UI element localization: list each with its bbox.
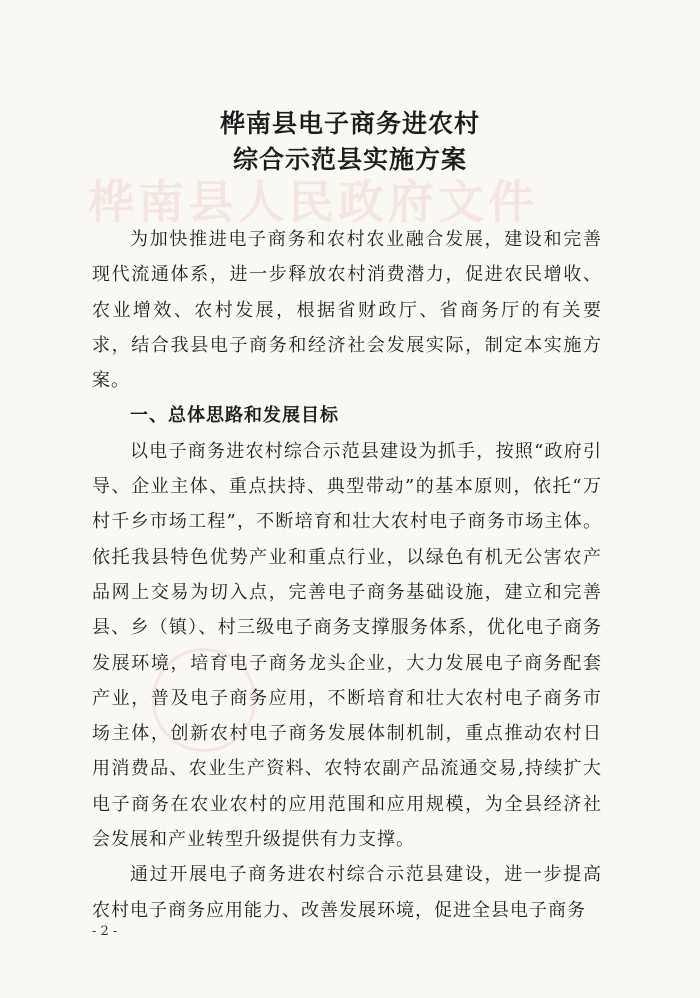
section-heading: 一、总体思路和发展目标: [130, 405, 339, 427]
document-title: [0, 106, 700, 178]
intro-paragraph: 为加快推进电子商务和农村农业融合发展，建设和完善现代流通体系，进一步释放农村消费潜力，促进农民增收、农业增效、农村发展，根据省财政厅、省商务厅的有关要求，结合我县电子商务和经济社会发展实际，制定本实施方案。: [92, 229, 602, 392]
section-paragraph-continued: 通过开展电子商务进农村综合示范县建设，进一步提高农村电子商务应用能力、改善发展环境，促进全县电子商务: [92, 864, 602, 921]
page-number: - 2 -: [92, 924, 118, 939]
watermark-text: 桦南县人民政府文件: [88, 175, 538, 229]
document-body: [92, 222, 602, 928]
section-paragraph: 以电子商务进农村综合示范县建设为抓手，按照“政府引导、企业主体、重点扶持、典型带动”的基本原则，依托“万村千乡市场工程”，不断培育和壮大农村电子商务市场主体。依托我县特色优势产业和重点行业，以绿色有机无公害农产品网上交易为切入点，完善电子商务基础设施，建立和完善县、乡（镇）、村三级电子商务支撑服务体系，优化电子商务发展环境，培育电子商务龙头企业，大力发展电子商务配套产业，普及电子商务应用，不断培育和壮大农村电子商务市场主体，创新农村电子商务发展体制机制，重点推动农村日用消费品、农业生产资料、农特农副产品流通交易,持续扩大电子商务在农业农村的应用范围和应用规模，为全县经济社会发展和产业转型升级提供有力支撑。: [92, 440, 602, 851]
title-line-2: 综合示范县实施方案: [232, 145, 467, 174]
title-line-1: 桦南县电子商务进农村: [219, 109, 480, 138]
